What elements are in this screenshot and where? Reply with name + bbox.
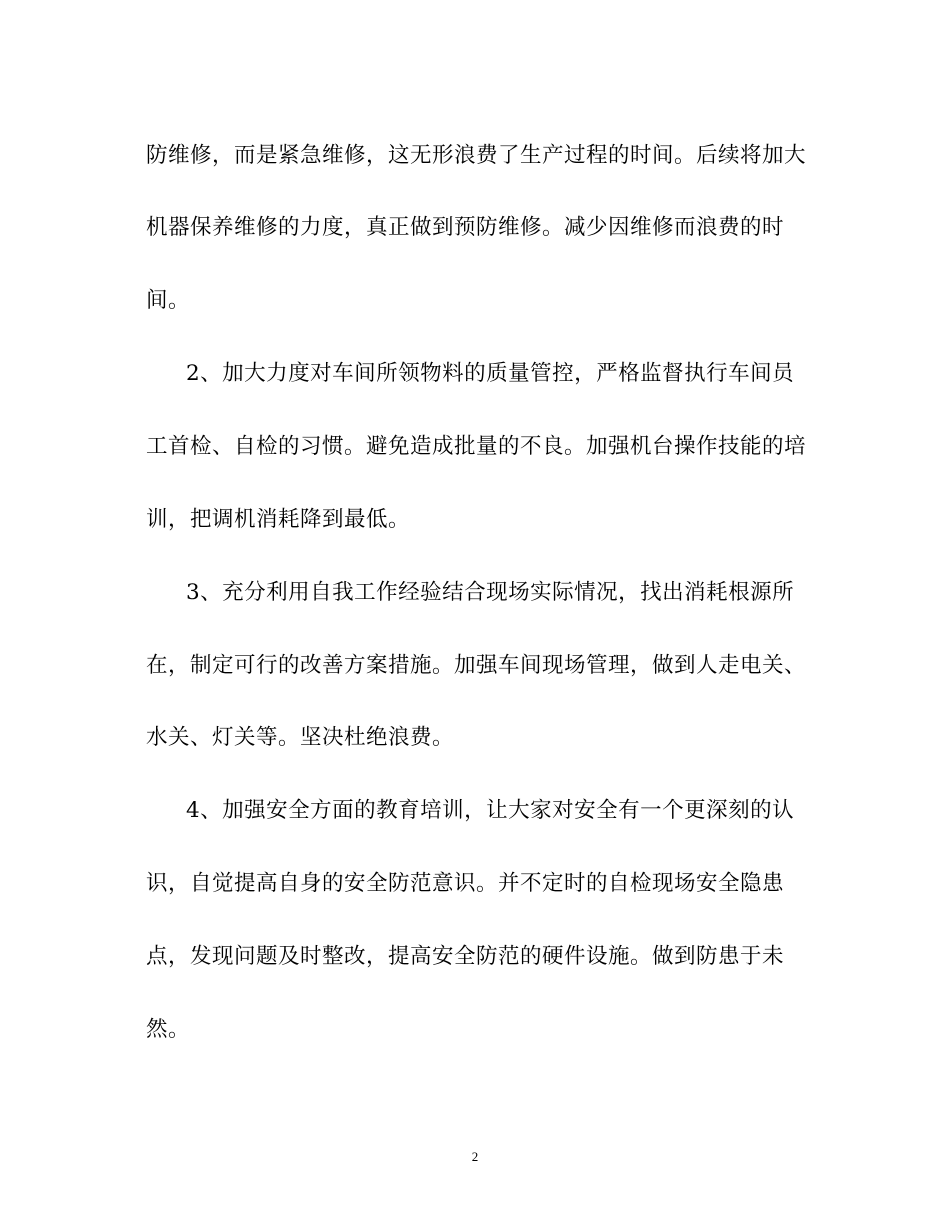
- paragraph-3-line-3: 水关、灯关等。坚决杜绝浪费。: [146, 725, 455, 750]
- paragraph-1-line-3: 间。: [146, 288, 191, 313]
- paragraph-1-line-1: 防维修，而是紧急维修，这无形浪费了生产过程的时间。后续将加大: [146, 143, 807, 168]
- paragraph-4-line-1: 4、加强安全方面的教育培训，让大家对安全有一个更深刻的认: [186, 798, 795, 823]
- paragraph-1-line-2: 机器保养维修的力度，真正做到预防维修。减少因维修而浪费的时: [146, 215, 785, 240]
- paragraph-4-line-4: 然。: [146, 1017, 191, 1042]
- paragraph-2-line-1: 2、加大力度对车间所领物料的质量管控，严格监督执行车间员: [186, 361, 795, 386]
- paragraph-3-line-1: 3、充分利用自我工作经验结合现场实际情况，找出消耗根源所: [186, 580, 795, 605]
- paragraph-2-line-3: 训，把调机消耗降到最低。: [146, 507, 411, 532]
- paragraph-3-line-2: 在，制定可行的改善方案措施。加强车间现场管理，做到人走电关、: [146, 653, 807, 678]
- page-number: 2: [471, 1149, 479, 1164]
- paragraph-4-line-3: 点，发现问题及时整改，提高安全防范的硬件设施。做到防患于未: [146, 944, 785, 969]
- paragraph-4-line-2: 识，自觉提高自身的安全防范意识。并不定时的自检现场安全隐患: [146, 871, 785, 896]
- paragraph-2-line-2: 工首检、自检的习惯。避免造成批量的不良。加强机台操作技能的培: [146, 434, 807, 459]
